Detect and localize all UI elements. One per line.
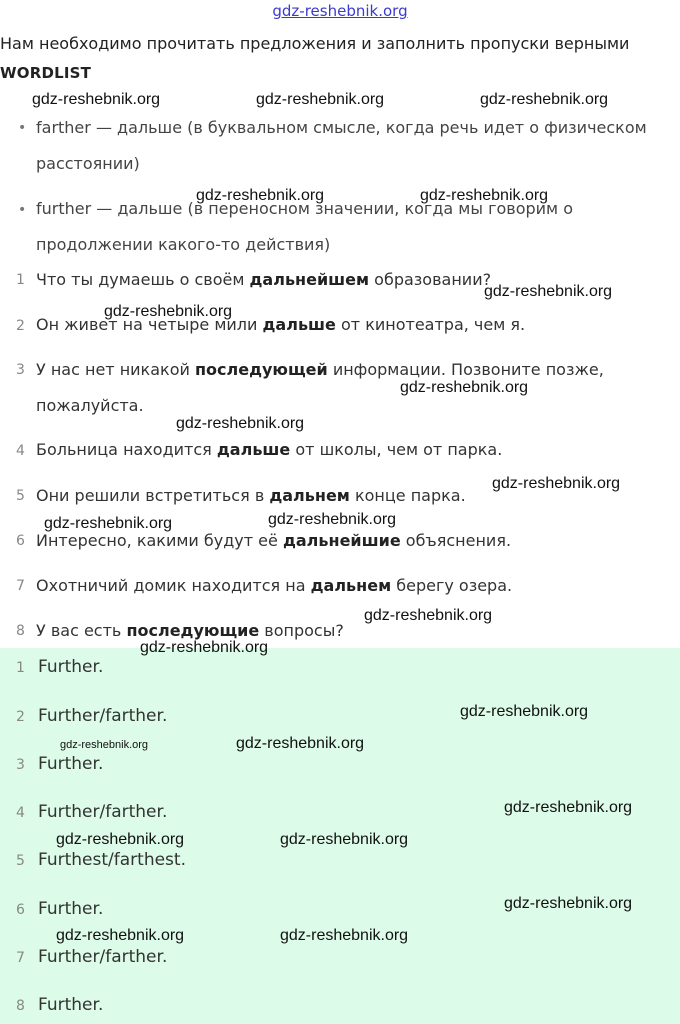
watermark: gdz-reshebnik.org [60,739,149,751]
answer-text: Further. [38,657,104,677]
watermark: gdz-reshebnik.org [460,703,589,720]
watermark: gdz-reshebnik.org [268,511,397,528]
intro-text: Нам необходимо прочитать предложения и заполнить пропуски верными [0,34,630,53]
answer-text: Further/farther. [38,947,168,967]
task-number: 2 [16,318,25,334]
wordlist-title: WORDLIST [0,64,92,82]
wordlist-item-line: расстоянии) [36,154,140,173]
watermark: gdz-reshebnik.org [104,303,233,320]
site-header-link[interactable]: gdz-reshebnik.org [272,2,408,20]
watermark: gdz-reshebnik.org [256,91,385,108]
task-sentence: Он живет на четыре мили дальше от кинотеатра, чем я. [36,315,526,334]
watermark: gdz-reshebnik.org [364,607,493,624]
answer-number: 2 [16,709,25,725]
task-sentence: Охотничий домик находится на дальнем берегу озера. [36,576,513,595]
task-number: 4 [16,443,25,459]
watermark: gdz-reshebnik.org [400,379,529,396]
wordlist-item-line: further — дальше (в переносном значении, когда мы говорим о [36,199,573,218]
wordlist-item-further [36,191,666,263]
watermark: gdz-reshebnik.org [504,799,633,816]
wordlist-item-farther [36,110,666,182]
task-sentence: Больница находится дальше от школы, чем от парка. [36,440,503,459]
task-number: 3 [16,362,25,378]
watermark: gdz-reshebnik.org [44,515,173,532]
task-number: 8 [16,623,25,639]
watermark: gdz-reshebnik.org [32,91,161,108]
watermark: gdz-reshebnik.org [492,475,621,492]
watermark: gdz-reshebnik.org [280,831,409,848]
answer-number: 7 [16,950,25,966]
watermark: gdz-reshebnik.org [176,415,305,432]
watermark: gdz-reshebnik.org [56,927,185,944]
task-sentence: Они решили встретиться в дальнем конце парка. [36,486,466,505]
wordlist-item-line: farther — дальше (в буквальном смысле, когда речь идет о физическом [36,118,647,137]
answer-text: Further. [38,899,104,919]
watermark: gdz-reshebnik.org [480,91,609,108]
bullet-icon: • [18,120,27,136]
watermark: gdz-reshebnik.org [140,639,269,656]
watermark: gdz-reshebnik.org [236,735,365,752]
answer-number: 6 [16,902,25,918]
task-number: 5 [16,488,25,504]
answer-number: 8 [16,998,25,1014]
task-sentence: Что ты думаешь о своём дальнейшем образовании? [36,270,492,289]
watermark: gdz-reshebnik.org [280,927,409,944]
answer-text: Further. [38,754,104,774]
answer-number: 4 [16,805,25,821]
task-sentence: У вас есть последующие вопросы? [36,621,344,640]
watermark: gdz-reshebnik.org [484,283,613,300]
watermark: gdz-reshebnik.org [196,187,325,204]
task-number: 6 [16,533,25,549]
answer-text: Furthest/farthest. [38,850,186,870]
watermark: gdz-reshebnik.org [420,187,549,204]
answer-number: 5 [16,853,25,869]
watermark: gdz-reshebnik.org [504,895,633,912]
answer-number: 3 [16,757,25,773]
task-number: 1 [16,272,25,288]
answer-number: 1 [16,660,25,676]
answer-text: Further/farther. [38,706,168,726]
answer-text: Further/farther. [38,802,168,822]
bullet-icon: • [18,202,27,218]
task-number: 7 [16,578,25,594]
answer-text: Further. [38,995,104,1015]
task-sentence: У нас нет никакой последующей информации. Позвоните позже, пожалуйста. [36,360,604,415]
task-sentence: Интересно, какими будут её дальнейшие объяснения. [36,531,512,550]
watermark: gdz-reshebnik.org [56,831,185,848]
wordlist-item-line: продолжении какого-то действия) [36,235,331,254]
